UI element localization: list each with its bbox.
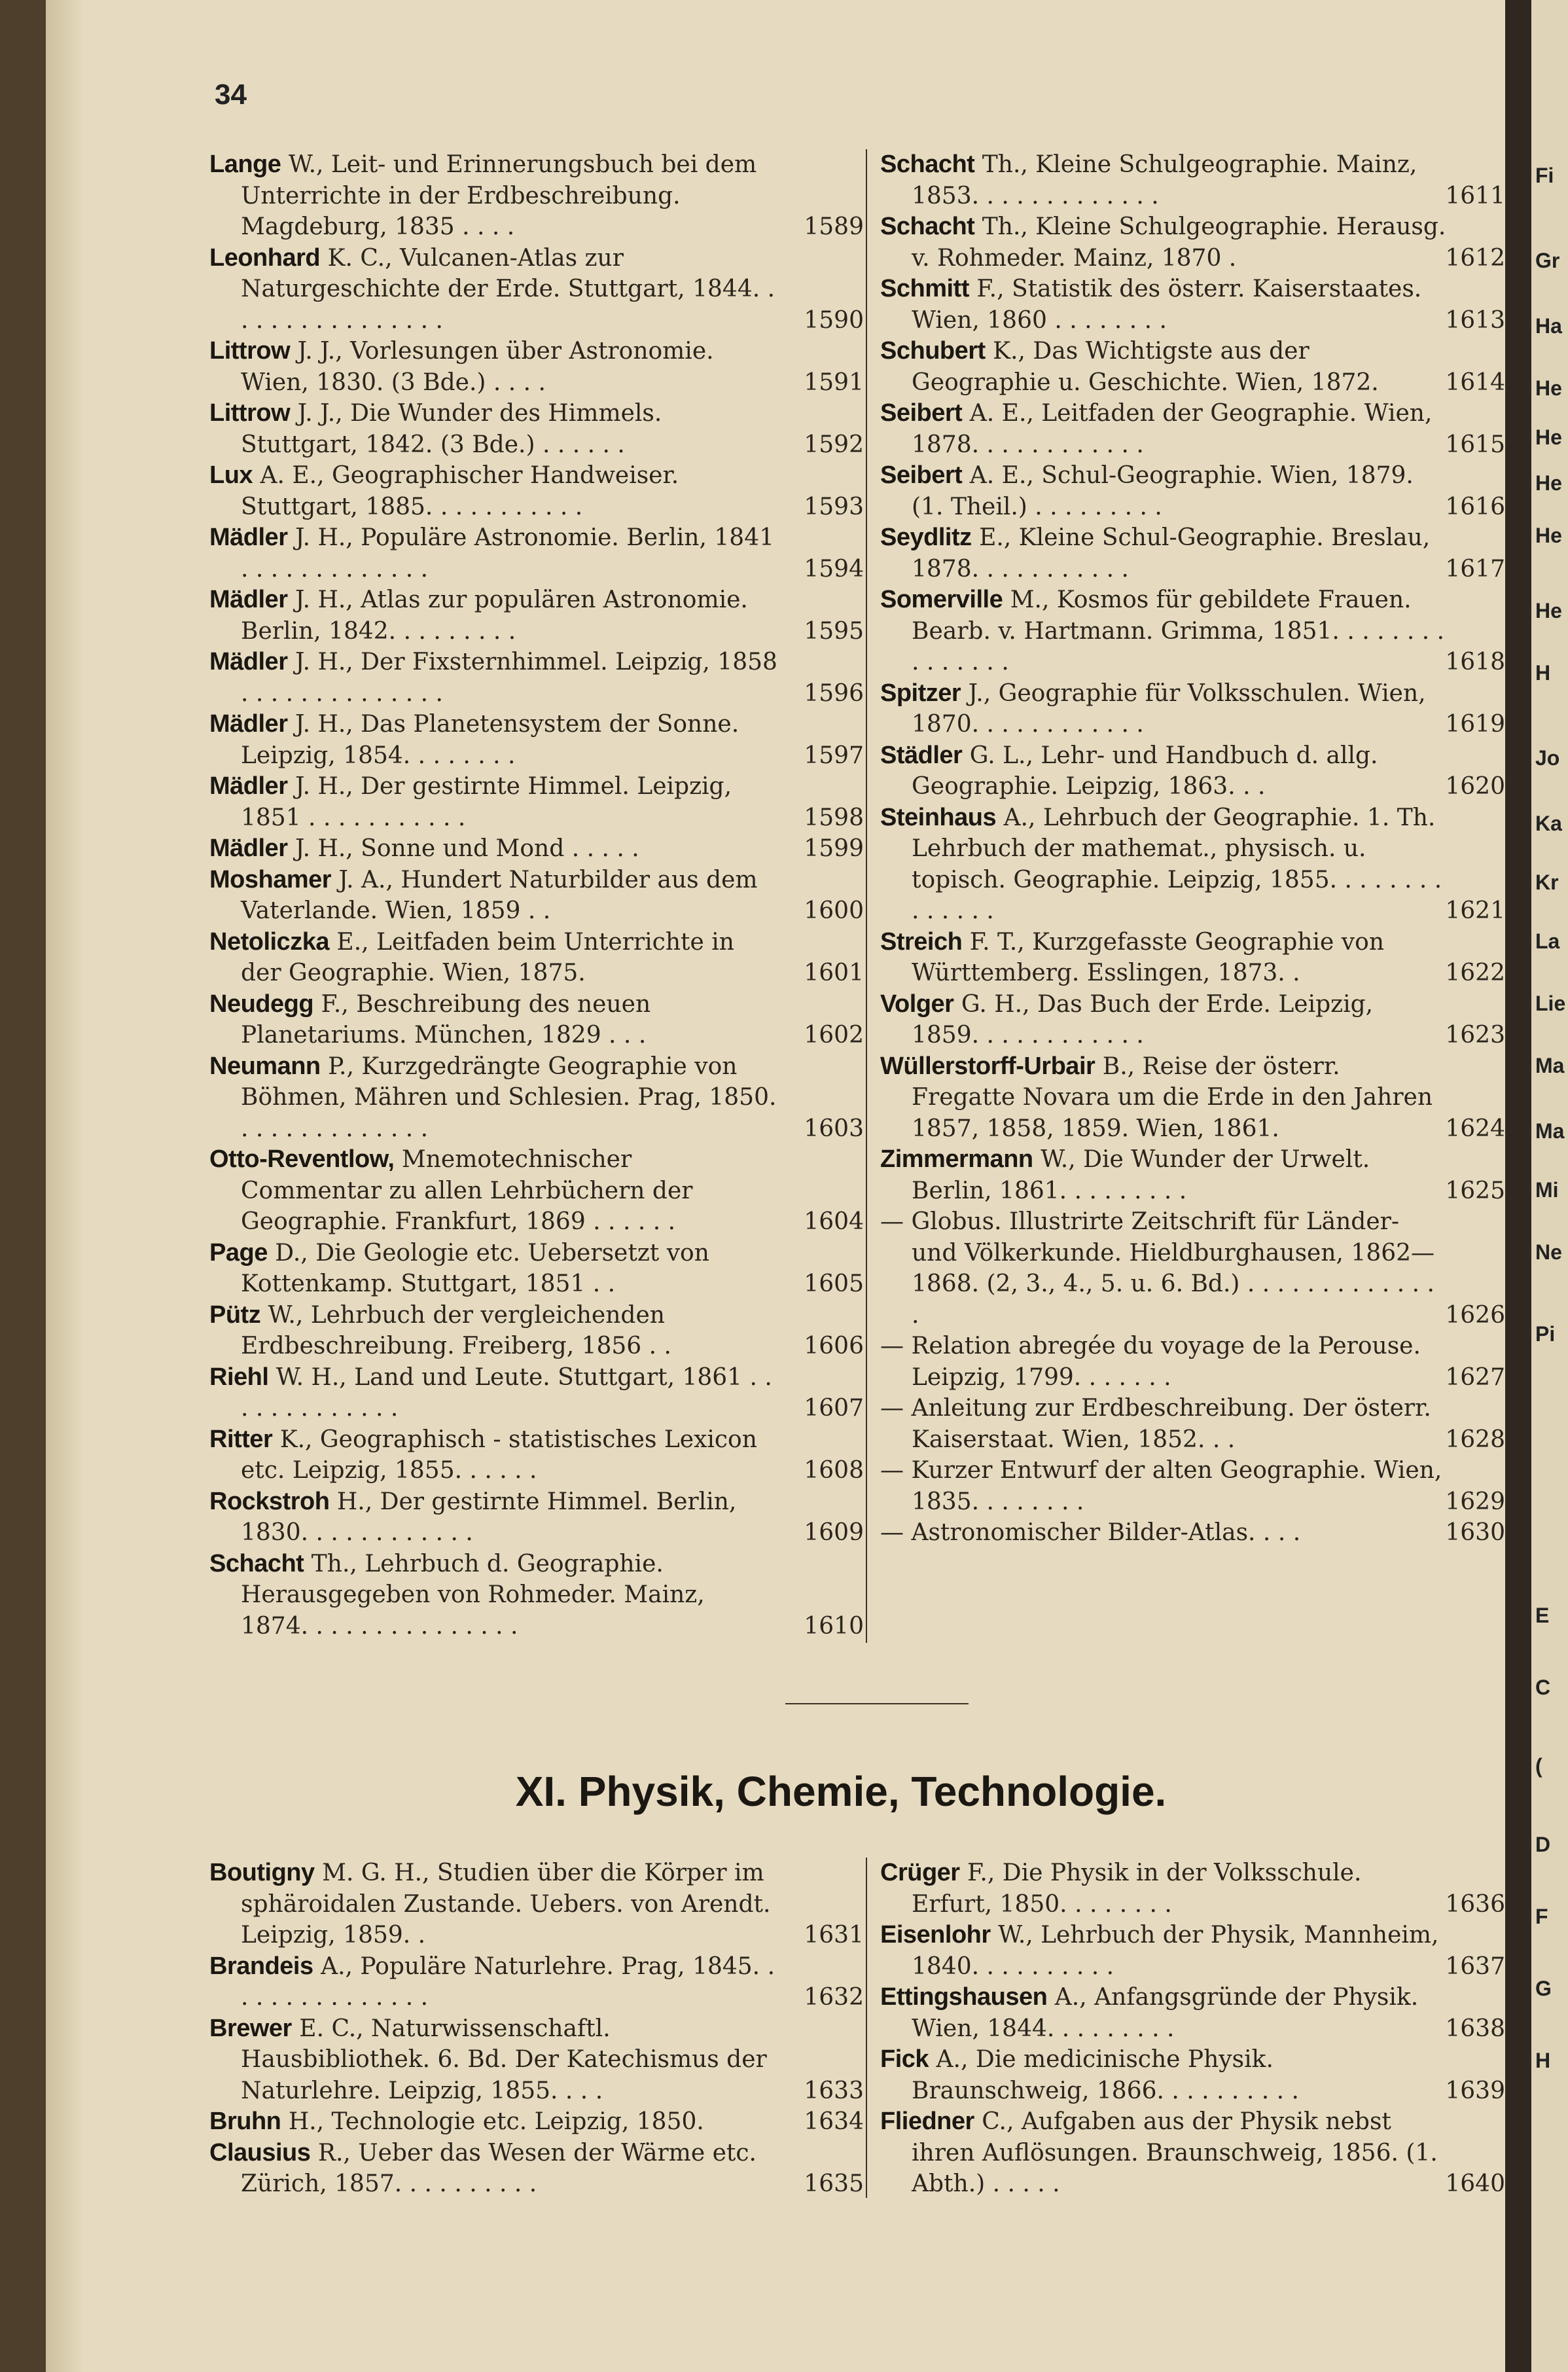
catalog-entry bbox=[880, 802, 1505, 927]
entry-text: A. E., Geographischer Handweiser. Stuttgart, 1885. . . . . . . . . . . bbox=[241, 462, 679, 520]
entry-author: Brandeis bbox=[209, 1952, 313, 1980]
entry-number: 1606 bbox=[804, 1333, 864, 1359]
entry-text: — Anleitung zur Erdbeschreibung. Der österr. Kaiserstaat. Wien, 1852. . . bbox=[880, 1395, 1431, 1453]
entry-number: 1637 bbox=[1445, 1952, 1505, 1980]
entry-text: Th., Kleine Schulgeographie. Herausg. v. Rohmeder. Mainz, 1870 . bbox=[912, 213, 1446, 272]
catalog-entry bbox=[209, 927, 864, 989]
entry-text: D., Die Geologie etc. Uebersetzt von Kottenkamp. Stuttgart, 1851 . . bbox=[241, 1239, 709, 1297]
entry-author: Leonhard bbox=[209, 243, 321, 272]
entry-author: Riehl bbox=[209, 1363, 269, 1391]
entry-text: Th., Kleine Schulgeographie. Mainz, 1853. . . . . . . . . . . . . bbox=[912, 151, 1417, 209]
edge-fragment: Jo bbox=[1535, 746, 1560, 770]
entry-author: Littrow bbox=[209, 337, 291, 365]
entry-author: Steinhaus bbox=[880, 803, 997, 831]
catalog-entry bbox=[209, 1238, 864, 1300]
catalog-entry bbox=[209, 1549, 864, 1642]
entry-text: F., Die Physik in der Volksschule. Erfurt, 1850. . . . . . . . bbox=[912, 1860, 1362, 1918]
entry-number: 1595 bbox=[804, 617, 864, 645]
entry-author: Netoliczka bbox=[209, 927, 329, 956]
catalog-entry bbox=[209, 2013, 864, 2107]
entry-text: H., Technologie etc. Leipzig, 1850. bbox=[288, 2108, 704, 2135]
entry-author: Spitzer bbox=[880, 679, 961, 707]
entry-author: Ritter bbox=[209, 1425, 273, 1453]
edge-fragment: Ha bbox=[1535, 314, 1562, 338]
entry-text: K. C., Vulcanen-Atlas zur Naturgeschichte der Erde. Stuttgart, 1844. . . . . . . . . . . . . . . . bbox=[241, 244, 775, 334]
entry-number: 1638 bbox=[1445, 2015, 1505, 2042]
entry-author: Volger bbox=[880, 990, 954, 1018]
entry-number: 1607 bbox=[804, 1395, 864, 1422]
entry-number: 1621 bbox=[1445, 897, 1505, 924]
entry-author: Schacht bbox=[880, 151, 975, 178]
catalog-entry bbox=[209, 647, 864, 709]
entry-text: E., Kleine Schul-Geographie. Breslau, 1878. . . . . . . . . . . bbox=[912, 524, 1431, 583]
catalog-column-3 bbox=[209, 1858, 864, 2200]
entry-text: J. A., Hundert Naturbilder aus dem Vaterlande. Wien, 1859 . . bbox=[241, 866, 758, 924]
edge-fragment: Kr bbox=[1535, 871, 1559, 894]
catalog-entry bbox=[880, 211, 1505, 274]
entry-number: 1597 bbox=[804, 742, 864, 769]
catalog-entry bbox=[880, 1331, 1505, 1393]
entry-author: Zimmermann bbox=[880, 1145, 1033, 1173]
entry-text: J., Geographie für Volksschulen. Wien, 1870. . . . . . . . . . . . bbox=[912, 679, 1426, 738]
entry-author: Rockstroh bbox=[209, 1487, 330, 1515]
entry-text: R., Ueber das Wesen der Wärme etc. Zürich, 1857. . . . . . . . . . bbox=[241, 2139, 757, 2197]
entry-author: Schmitt bbox=[880, 275, 969, 302]
adjacent-page-edge bbox=[1531, 0, 1568, 2372]
edge-fragment: G bbox=[1535, 1977, 1552, 2000]
entry-number: 1631 bbox=[804, 1922, 864, 1949]
entry-author: Neudegg bbox=[209, 990, 314, 1018]
entry-author: Boutigny bbox=[209, 1859, 315, 1886]
catalog-entry bbox=[209, 771, 864, 833]
edge-fragment: Pi bbox=[1535, 1322, 1556, 1346]
entry-author: Pütz bbox=[209, 1301, 261, 1329]
entry-text: W. H., Land und Leute. Stuttgart, 1861 . . . . . . . . . . . . . bbox=[241, 1363, 772, 1422]
entry-author: Mädler bbox=[209, 586, 288, 613]
catalog-entry bbox=[209, 1144, 864, 1238]
entry-text: — Astronomischer Bilder-Atlas. . . . bbox=[880, 1519, 1301, 1546]
catalog-entry bbox=[209, 1300, 864, 1362]
entry-number: 1600 bbox=[804, 897, 864, 924]
catalog-entry bbox=[880, 927, 1505, 989]
entry-author: Bruhn bbox=[209, 2108, 281, 2135]
catalog-entry bbox=[880, 2044, 1505, 2106]
entry-number: 1633 bbox=[804, 2077, 864, 2104]
entry-number: 1615 bbox=[1445, 431, 1505, 458]
entry-text: F., Statistik des österr. Kaiserstaates. Wien, 1860 . . . . . . . . bbox=[912, 276, 1422, 334]
catalog-entry bbox=[880, 678, 1505, 740]
catalog-entry bbox=[880, 1920, 1505, 1982]
catalog-entry bbox=[880, 1517, 1505, 1549]
catalog-entry bbox=[880, 989, 1505, 1051]
catalog-entry bbox=[880, 1982, 1505, 2044]
binding-gap bbox=[1505, 0, 1531, 2372]
edge-fragment: Gr bbox=[1535, 249, 1560, 272]
catalog-entry bbox=[880, 274, 1505, 336]
entry-author: Schubert bbox=[880, 337, 986, 365]
entry-number: 1627 bbox=[1445, 1363, 1505, 1391]
catalog-entry bbox=[209, 460, 864, 522]
catalog-entry bbox=[880, 398, 1505, 460]
edge-fragment: Ka bbox=[1535, 812, 1562, 835]
entry-number: 1635 bbox=[804, 2170, 864, 2197]
edge-fragment: H bbox=[1535, 661, 1551, 685]
edge-fragment: C bbox=[1535, 1676, 1551, 1699]
catalog-entry bbox=[880, 1051, 1505, 1145]
entry-number: 1589 bbox=[804, 213, 864, 240]
entry-number: 1622 bbox=[1445, 960, 1505, 986]
catalog-entry bbox=[209, 709, 864, 771]
edge-fragment: La bbox=[1535, 929, 1560, 953]
entry-number: 1640 bbox=[1445, 2170, 1505, 2197]
entry-text: F. T., Kurzgefasste Geographie von Württemberg. Esslingen, 1873. . bbox=[912, 928, 1384, 986]
catalog-entry bbox=[209, 1051, 864, 1145]
entry-text: A. E., Leitfaden der Geographie. Wien, 1878. . . . . . . . . . . . bbox=[912, 400, 1433, 458]
entry-author: Fliedner bbox=[880, 2108, 974, 2135]
catalog-column-4 bbox=[880, 1858, 1505, 2200]
entry-number: 1599 bbox=[804, 835, 864, 862]
catalog-entry bbox=[209, 584, 864, 647]
catalog-entry bbox=[880, 1144, 1505, 1206]
edge-fragment: He bbox=[1535, 425, 1562, 449]
catalog-entry bbox=[880, 2106, 1505, 2200]
entry-text: M. G. H., Studien über die Körper im sphäroidalen Zustande. Uebers. von Arendt. Leipzig, 1859. . bbox=[241, 1860, 771, 1949]
entry-number: 1628 bbox=[1445, 1426, 1505, 1453]
entry-author: Schacht bbox=[209, 1549, 304, 1577]
entry-text: M., Kosmos für gebildete Frauen. Bearb. v. Hartmann. Grimma, 1851. . . . . . . . . . . . . . . bbox=[912, 586, 1445, 675]
catalog-entry bbox=[209, 1362, 864, 1424]
catalog-entry bbox=[209, 865, 864, 927]
book-page bbox=[46, 0, 1531, 2372]
catalog-entry bbox=[209, 1858, 864, 1951]
entry-author: Eisenlohr bbox=[880, 1921, 991, 1949]
entry-text: — Kurzer Entwurf der alten Geographie. Wien, 1835. . . . . . . . bbox=[880, 1457, 1442, 1515]
entry-number: 1612 bbox=[1445, 244, 1505, 272]
catalog-entry bbox=[209, 1486, 864, 1549]
entry-author: Streich bbox=[880, 927, 963, 956]
catalog-entry bbox=[880, 336, 1505, 398]
entry-text: P., Kurzgedrängte Geographie von Böhmen, Mähren und Schlesien. Prag, 1850. . . . . . . . . . . . . . bbox=[241, 1052, 777, 1142]
entry-number: 1605 bbox=[804, 1270, 864, 1297]
entry-author: Seibert bbox=[880, 461, 963, 489]
entry-text: — Relation abregée du voyage de la Perouse. Leipzig, 1799. . . . . . . bbox=[880, 1333, 1421, 1391]
catalog-entry bbox=[209, 398, 864, 460]
catalog-entry bbox=[880, 460, 1505, 522]
entry-number: 1624 bbox=[1445, 1115, 1505, 1142]
entry-number: 1639 bbox=[1445, 2077, 1505, 2104]
entry-number: 1591 bbox=[804, 368, 864, 396]
entry-author: Page bbox=[209, 1238, 268, 1267]
entry-text: W., Leit- und Erinnerungsbuch bei dem Unterrichte in der Erdbeschreibung. Magdeburg, 1835 . . . . bbox=[241, 151, 757, 240]
entry-text: J. H., Sonne und Mond . . . . . bbox=[294, 835, 639, 862]
entry-number: 1602 bbox=[804, 1022, 864, 1049]
entry-text: A., Die medicinische Physik. Braunschweig, 1866. . . . . . . . . . bbox=[912, 2046, 1299, 2104]
entry-number: 1625 bbox=[1445, 1177, 1505, 1204]
entry-author: Clausius bbox=[209, 2138, 311, 2166]
entry-text: J. H., Populäre Astronomie. Berlin, 1841 . . . . . . . . . . . . . bbox=[241, 524, 774, 583]
catalog-entry bbox=[209, 2138, 864, 2200]
catalog-entry bbox=[880, 1455, 1505, 1517]
entry-number: 1601 bbox=[804, 960, 864, 986]
entry-number: 1590 bbox=[804, 306, 864, 334]
catalog-entry bbox=[880, 1858, 1505, 1920]
entry-text: W., Lehrbuch der vergleichenden Erdbeschreibung. Freiberg, 1856 . . bbox=[241, 1301, 671, 1359]
entry-text: C., Aufgaben aus der Physik nebst ihren Auflösungen. Braunschweig, 1856. (1. Abth.) . . . . . bbox=[912, 2108, 1438, 2197]
entry-number: 1632 bbox=[804, 1984, 864, 2011]
edge-fragment: ( bbox=[1535, 1754, 1542, 1778]
edge-fragment: H bbox=[1535, 2049, 1551, 2072]
edge-fragment: Ma bbox=[1535, 1054, 1565, 1077]
entry-text: J. J., Vorlesungen über Astronomie. Wien, 1830. (3 Bde.) . . . . bbox=[241, 338, 714, 396]
section-heading: XI. Physik, Chemie, Technologie. bbox=[515, 1768, 1167, 1815]
page-gutter-shade bbox=[46, 0, 85, 2372]
entry-author: Mädler bbox=[209, 524, 288, 551]
entry-author: Mädler bbox=[209, 835, 288, 862]
edge-fragment: Ne bbox=[1535, 1240, 1562, 1264]
catalog-entry bbox=[209, 833, 864, 865]
entry-number: 1629 bbox=[1445, 1488, 1505, 1515]
catalog-entry bbox=[209, 1424, 864, 1486]
entry-text: J. H., Der gestirnte Himmel. Leipzig, 1851 . . . . . . . . . . . bbox=[241, 773, 732, 831]
entry-author: Moshamer bbox=[209, 865, 332, 893]
entry-text: F., Beschreibung des neuen Planetariums. München, 1829 . . . bbox=[241, 990, 651, 1049]
catalog-entry bbox=[209, 989, 864, 1051]
entry-author: Mädler bbox=[209, 710, 288, 738]
entry-text: E., Leitfaden beim Unterrichte in der Geographie. Wien, 1875. bbox=[241, 928, 734, 986]
entry-text: A. E., Schul-Geographie. Wien, 1879. (1. Theil.) . . . . . . . . . bbox=[912, 462, 1414, 520]
entry-author: Seydlitz bbox=[880, 524, 972, 551]
entry-text: W., Lehrbuch der Physik, Mannheim, 1840. . . . . . . . . . bbox=[912, 1922, 1439, 1980]
catalog-entry bbox=[880, 584, 1505, 678]
entry-number: 1610 bbox=[804, 1612, 864, 1640]
catalog-entry bbox=[880, 522, 1505, 584]
entry-text: Th., Lehrbuch d. Geographie. Herausgegeben von Rohmeder. Mainz, 1874. . . . . . . . . . . . . . . bbox=[241, 1550, 705, 1640]
entry-author: Brewer bbox=[209, 2014, 292, 2042]
catalog-entry bbox=[880, 740, 1505, 802]
catalog-column-2 bbox=[880, 149, 1505, 1549]
edge-fragment: He bbox=[1535, 471, 1562, 495]
edge-fragment: He bbox=[1535, 376, 1562, 400]
catalog-entry bbox=[209, 336, 864, 398]
catalog-entry bbox=[880, 1206, 1505, 1331]
entry-number: 1623 bbox=[1445, 1022, 1505, 1049]
catalog-column-1 bbox=[209, 149, 864, 1642]
entry-number: 1593 bbox=[804, 493, 864, 520]
entry-author: Mädler bbox=[209, 648, 288, 675]
entry-author: Lange bbox=[209, 151, 281, 178]
catalog-entry bbox=[209, 522, 864, 584]
edge-fragment: Ma bbox=[1535, 1119, 1565, 1143]
entry-text: H., Der gestirnte Himmel. Berlin, 1830. . . . . . . . . . . . bbox=[241, 1488, 737, 1546]
entry-text: — Globus. Illustrirte Zeitschrift für Länder- und Völkerkunde. Hieldburghausen, 1862—1868. (2, 3., 4., 5. u. 6. Bd.) . . . . . . . . . . . . . . bbox=[880, 1208, 1435, 1329]
page-number: 34 bbox=[215, 79, 247, 111]
catalog-entry bbox=[209, 1951, 864, 2013]
entry-text: B., Reise der österr. Fregatte Novara um die Erde in den Jahren 1857, 1858, 1859. Wien, 1861. bbox=[912, 1052, 1433, 1142]
entry-text: J. H., Atlas zur populären Astronomie. Berlin, 1842. . . . . . . . . bbox=[241, 586, 748, 645]
entry-number: 1634 bbox=[804, 2108, 864, 2135]
entry-number: 1617 bbox=[1445, 555, 1505, 583]
entry-author: Seibert bbox=[880, 399, 963, 427]
catalog-entry bbox=[209, 149, 864, 243]
edge-fragment: Lie bbox=[1535, 992, 1566, 1015]
entry-number: 1636 bbox=[1445, 1890, 1505, 1918]
entry-number: 1616 bbox=[1445, 493, 1505, 520]
entry-number: 1596 bbox=[804, 679, 864, 707]
edge-fragment: D bbox=[1535, 1833, 1551, 1856]
entry-text: Mnemotechnischer Commentar zu allen Lehrbüchern der Geographie. Frankfurt, 1869 . . . . . . bbox=[241, 1146, 693, 1235]
entry-text: G. H., Das Buch der Erde. Leipzig, 1859. . . . . . . . . . . . bbox=[912, 990, 1374, 1049]
entry-text: W., Die Wunder der Urwelt. Berlin, 1861. . . . . . . . . bbox=[912, 1146, 1370, 1204]
entry-number: 1608 bbox=[804, 1457, 864, 1484]
edge-fragment: F bbox=[1535, 1905, 1548, 1928]
entry-text: K., Geographisch - statistisches Lexicon etc. Leipzig, 1855. . . . . . bbox=[241, 1426, 757, 1484]
entry-text: K., Das Wichtigste aus der Geographie u. Geschichte. Wien, 1872. bbox=[912, 338, 1379, 396]
entry-number: 1626 bbox=[1445, 1301, 1505, 1329]
entry-author: Fick bbox=[880, 2045, 929, 2073]
entry-number: 1594 bbox=[804, 555, 864, 583]
entry-number: 1592 bbox=[804, 431, 864, 458]
entry-text: G. L., Lehr- und Handbuch d. allg. Geographie. Leipzig, 1863. . . bbox=[912, 742, 1378, 800]
entry-text: A., Lehrbuch der Geographie. 1. Th. Lehrbuch der mathemat., physisch. u. topisch. Geographie. Leipzig, 1855. . . . . . . . . . . . . . bbox=[912, 804, 1442, 924]
catalog-entry bbox=[880, 1393, 1505, 1455]
entry-number: 1613 bbox=[1445, 306, 1505, 334]
edge-fragment: He bbox=[1535, 524, 1562, 547]
entry-author: Ettingshausen bbox=[880, 1983, 1048, 2011]
entry-text: J. H., Der Fixsternhimmel. Leipzig, 1858 . . . . . . . . . . . . . . bbox=[241, 649, 777, 707]
entry-number: 1611 bbox=[1445, 182, 1505, 209]
edge-fragment: Fi bbox=[1535, 164, 1554, 187]
entry-author: Mädler bbox=[209, 772, 288, 800]
section-rule bbox=[785, 1703, 969, 1704]
entry-number: 1618 bbox=[1445, 649, 1505, 675]
catalog-entry bbox=[209, 243, 864, 336]
entry-text: E. C., Naturwissenschaftl. Hausbibliothek. 6. Bd. Der Katechismus der Naturlehre. Leipzig, 1855. . . . bbox=[241, 2015, 767, 2104]
entry-author: Littrow bbox=[209, 399, 291, 427]
entry-author: Crüger bbox=[880, 1859, 960, 1886]
entry-text: J. J., Die Wunder des Himmels. Stuttgart, 1842. (3 Bde.) . . . . . . bbox=[241, 400, 662, 458]
catalog-entry bbox=[209, 2106, 864, 2138]
entry-text: J. H., Das Planetensystem der Sonne. Leipzig, 1854. . . . . . . . bbox=[241, 711, 739, 769]
entry-text: A., Anfangsgründe der Physik. Wien, 1844. . . . . . . . . bbox=[912, 1984, 1419, 2042]
entry-author: Städler bbox=[880, 741, 963, 769]
entry-number: 1604 bbox=[804, 1208, 864, 1235]
entry-number: 1620 bbox=[1445, 773, 1505, 800]
entry-number: 1630 bbox=[1445, 1519, 1505, 1546]
entry-author: Neumann bbox=[209, 1052, 321, 1080]
entry-number: 1619 bbox=[1445, 711, 1505, 738]
entry-author: Somerville bbox=[880, 586, 1003, 613]
entry-number: 1614 bbox=[1445, 368, 1505, 396]
entry-text: A., Populäre Naturlehre. Prag, 1845. . . . . . . . . . . . . . . bbox=[241, 1952, 775, 2011]
entry-number: 1609 bbox=[804, 1519, 864, 1546]
entry-author: Wüllerstorff-Urbair bbox=[880, 1052, 1096, 1080]
edge-fragment: He bbox=[1535, 599, 1562, 622]
edge-fragment: E bbox=[1535, 1604, 1550, 1627]
entry-author: Schacht bbox=[880, 213, 975, 240]
entry-author: Otto-Reventlow, bbox=[209, 1145, 395, 1173]
edge-fragment: Mi bbox=[1535, 1178, 1559, 1202]
entry-author: Lux bbox=[209, 461, 253, 489]
entry-number: 1603 bbox=[804, 1115, 864, 1142]
column-divider-bottom bbox=[866, 1858, 867, 2198]
catalog-entry bbox=[880, 149, 1505, 211]
entry-number: 1598 bbox=[804, 804, 864, 831]
column-divider-top bbox=[866, 149, 867, 1643]
